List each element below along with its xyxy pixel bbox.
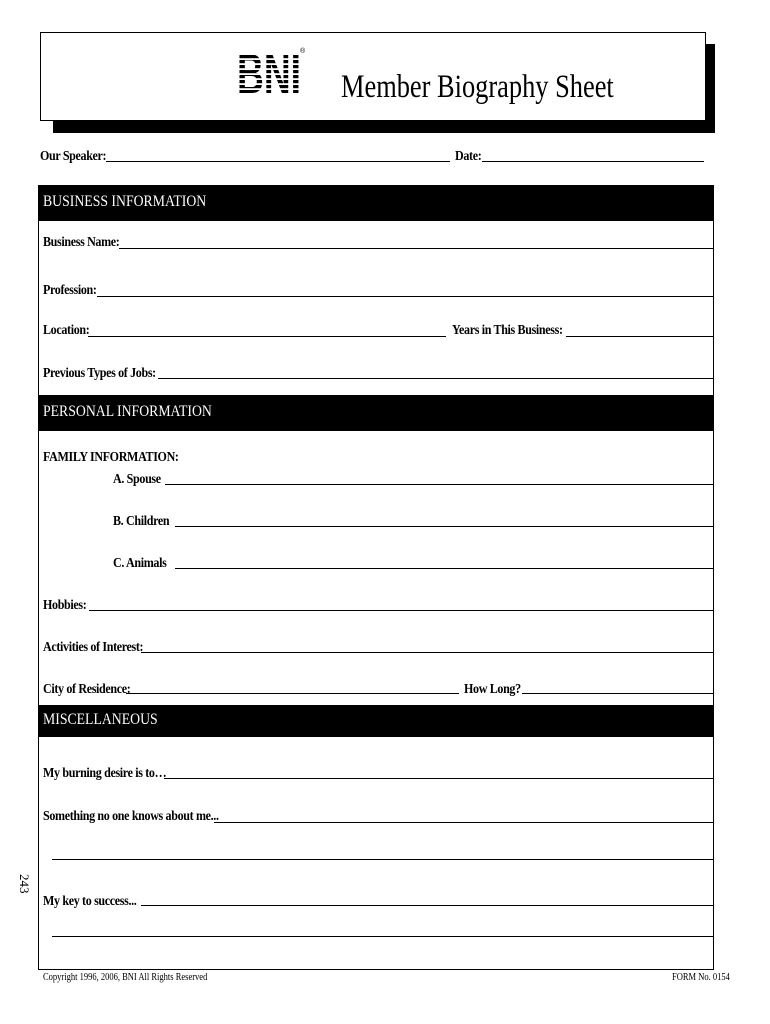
- animals-label: C. Animals: [113, 556, 167, 571]
- speaker-line[interactable]: [106, 161, 450, 162]
- key-line[interactable]: [141, 905, 713, 906]
- something-line-2[interactable]: [52, 859, 713, 860]
- business-name-label: Business Name:: [43, 235, 120, 250]
- date-line[interactable]: [482, 161, 704, 162]
- key-label: My key to success...: [43, 894, 137, 909]
- section-misc: [38, 705, 714, 737]
- hobbies-line[interactable]: [89, 610, 713, 611]
- children-label: B. Children: [113, 514, 170, 529]
- city-line[interactable]: [126, 693, 459, 694]
- form-bottom-border: [38, 969, 714, 970]
- form-number: FORM No. 0154: [672, 972, 730, 983]
- location-line[interactable]: [88, 336, 446, 337]
- business-name-line[interactable]: [119, 248, 713, 249]
- family-label: FAMILY INFORMATION:: [43, 450, 179, 465]
- side-page-number: 243: [17, 874, 32, 894]
- section-misc-heading: MISCELLANEOUS: [43, 711, 158, 728]
- section-personal: [38, 395, 714, 431]
- copyright-text: Copyright 1996, 2006, BNI All Rights Reserved: [43, 972, 208, 983]
- form-left-border: [38, 185, 39, 970]
- spouse-line[interactable]: [165, 484, 713, 485]
- section-business: [38, 185, 714, 221]
- previous-jobs-line[interactable]: [158, 378, 713, 379]
- bni-logo: [237, 45, 307, 95]
- hobbies-label: Hobbies:: [43, 598, 87, 613]
- profession-label: Profession:: [43, 283, 97, 298]
- something-line[interactable]: [214, 822, 713, 823]
- previous-jobs-label: Previous Types of Jobs:: [43, 366, 156, 381]
- profession-line[interactable]: [97, 296, 713, 297]
- activities-line[interactable]: [141, 652, 713, 653]
- speaker-label: Our Speaker:: [40, 149, 107, 164]
- location-label: Location:: [43, 323, 90, 338]
- activities-label: Activities of Interest:: [43, 640, 144, 655]
- date-label: Date:: [455, 149, 482, 164]
- section-business-heading: BUSINESS INFORMATION: [43, 193, 207, 210]
- page-title: Member Biography Sheet: [341, 69, 614, 105]
- header-box: [40, 32, 706, 121]
- spouse-label: A. Spouse: [113, 472, 161, 487]
- burning-desire-label: My burning desire is to…: [43, 766, 167, 781]
- animals-line[interactable]: [175, 568, 713, 569]
- key-line-2[interactable]: [52, 936, 713, 937]
- years-label: Years in This Business:: [452, 323, 563, 338]
- section-personal-heading: PERSONAL INFORMATION: [43, 403, 212, 420]
- children-line[interactable]: [175, 526, 713, 527]
- how-long-label: How Long?: [464, 682, 521, 697]
- svg-text:®: ®: [300, 48, 306, 55]
- city-label: City of Residence:: [43, 682, 131, 697]
- burning-desire-line[interactable]: [164, 778, 713, 779]
- form-right-border: [713, 185, 714, 970]
- years-line[interactable]: [566, 336, 713, 337]
- how-long-line[interactable]: [522, 693, 713, 694]
- something-label: Something no one knows about me...: [43, 809, 219, 824]
- logo-text: BNI: [237, 45, 301, 97]
